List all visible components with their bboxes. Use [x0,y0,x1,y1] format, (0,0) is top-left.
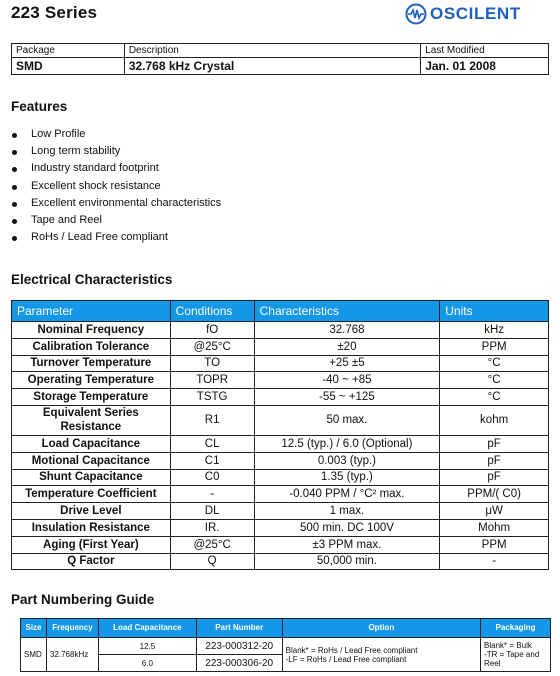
product-meta-table [11,43,549,75]
condition-cell: - [170,486,254,503]
characteristic-cell: 50 max. [254,405,440,435]
table-row [12,372,549,389]
condition-cell: DL [170,503,254,520]
condition-cell: fO [170,322,254,339]
characteristic-cell: +25 ±5 [254,355,440,372]
description-label: Description [124,44,420,58]
table-row [12,536,549,553]
unit-cell: kohm [440,405,549,435]
column-header-parameter: Parameter [12,301,171,322]
unit-cell: °C [440,355,549,372]
characteristic-cell: -40 ~ +85 [254,372,440,389]
characteristic-cell: 500 min. DC 100V [254,519,440,536]
logo-text: OSCILENT [430,4,521,23]
characteristic-cell: ±20 [254,338,440,355]
column-header-frequency: Frequency [46,619,98,638]
unit-cell: pF [440,452,549,469]
oscilent-logo [405,3,521,25]
characteristic-cell: -55 ~ +125 [254,389,440,406]
part-numbering-table [20,618,551,672]
column-header-packaging: Packaging [481,619,551,638]
unit-cell: pF [440,469,549,486]
electrical-characteristics-table [11,300,549,570]
condition-cell: IR. [170,519,254,536]
table-row [12,553,549,570]
condition-cell: @25°C [170,338,254,355]
unit-cell: μW [440,503,549,520]
last-modified-label: Last Modified [421,44,549,58]
feature-item: Industry standard footprint [11,160,221,177]
unit-cell: PPM [440,536,549,553]
electrical-heading: Electrical Characteristics [11,272,173,287]
characteristic-cell: 1.35 (typ.) [254,469,440,486]
series-title: 223 Series [11,3,98,22]
column-header-size: Size [21,619,47,638]
table-row [12,322,549,339]
condition-cell: C0 [170,469,254,486]
param-cell: Nominal Frequency [12,322,171,339]
characteristic-cell: 32.768 [254,322,440,339]
param-cell: Drive Level [12,503,171,520]
column-header-conditions: Conditions [170,301,254,322]
features-list [11,126,221,246]
table-row [12,389,549,406]
packaging-cell [481,638,551,672]
condition-cell: C1 [170,452,254,469]
unit-cell: PPM [440,338,549,355]
param-cell: Temperature Coefficient [12,486,171,503]
unit-cell: kHz [440,322,549,339]
feature-item: Tape and Reel [11,212,221,229]
characteristic-cell: 1 max. [254,503,440,520]
condition-cell: CL [170,435,254,452]
characteristic-cell: 50,000 min. [254,553,440,570]
table-row [12,519,549,536]
table-row [12,435,549,452]
feature-item: Excellent environmental characteristics [11,195,221,212]
characteristic-cell: 12.5 (typ.) / 6.0 (Optional) [254,435,440,452]
unit-cell: °C [440,372,549,389]
param-cell: Load Capacitance [12,435,171,452]
wave-logo-icon [405,3,427,25]
column-header-part-number: Part Number [196,619,282,638]
part-numbering-heading: Part Numbering Guide [11,592,155,607]
param-cell: Calibration Tolerance [12,338,171,355]
table-row [12,355,549,372]
unit-cell: - [440,553,549,570]
description-value: 32.768 kHz Crystal [124,58,420,75]
param-cell: Aging (First Year) [12,536,171,553]
param-cell: Storage Temperature [12,389,171,406]
features-heading: Features [11,99,68,114]
option-line: Blank* = RoHs / Lead Free compliant [285,645,418,655]
feature-item: Low Profile [11,126,221,143]
condition-cell: TOPR [170,372,254,389]
option-cell [282,638,480,672]
param-cell: Operating Temperature [12,372,171,389]
part-number-cell: 223-000312-20 [196,638,282,655]
table-row [12,452,549,469]
condition-cell: TO [170,355,254,372]
unit-cell: Mohm [440,519,549,536]
package-value: SMD [12,58,125,75]
condition-cell: TSTG [170,389,254,406]
unit-cell: pF [440,435,549,452]
unit-cell: °C [440,389,549,406]
table-row [12,338,549,355]
condition-cell: Q [170,553,254,570]
feature-item: RoHs / Lead Free compliant [11,229,221,246]
size-cell: SMD [21,638,47,672]
table-row [12,503,549,520]
param-cell: Turnover Temperature [12,355,171,372]
load-capacitance-cell: 6.0 [98,655,196,672]
characteristic-cell: 0.003 (typ.) [254,452,440,469]
param-cell: Insulation Resistance [12,519,171,536]
part-number-cell: 223-000306-20 [196,655,282,672]
param-cell: Equivalent Series Resistance [12,405,171,435]
param-cell: Q Factor [12,553,171,570]
unit-cell: PPM/( C0) [440,486,549,503]
column-header-load-capacitance: Load Capacitance [98,619,196,638]
feature-item: Long term stability [11,143,221,160]
column-header-option: Option [282,619,480,638]
condition-cell: @25°C [170,536,254,553]
feature-item: Excellent shock resistance [11,178,221,195]
packaging-line: Blank* = Bulk [484,641,532,650]
last-modified-value: Jan. 01 2008 [421,58,549,75]
frequency-cell: 32.768kHz [46,638,98,672]
load-capacitance-cell: 12.5 [98,638,196,655]
option-line: -LF = RoHs / Lead Free compliant [285,654,407,664]
table-row [21,638,551,655]
characteristic-cell: -0.040 PPM / °C² max. [254,486,440,503]
table-row [12,486,549,503]
column-header-characteristics: Characteristics [254,301,440,322]
characteristic-cell: ±3 PPM max. [254,536,440,553]
table-row [12,469,549,486]
condition-cell: R1 [170,405,254,435]
package-label: Package [12,44,125,58]
packaging-line: -TR = Tape and Reel [484,650,540,668]
param-cell: Motional Capacitance [12,452,171,469]
param-cell: Shunt Capacitance [12,469,171,486]
table-row [12,405,549,435]
column-header-units: Units [440,301,549,322]
